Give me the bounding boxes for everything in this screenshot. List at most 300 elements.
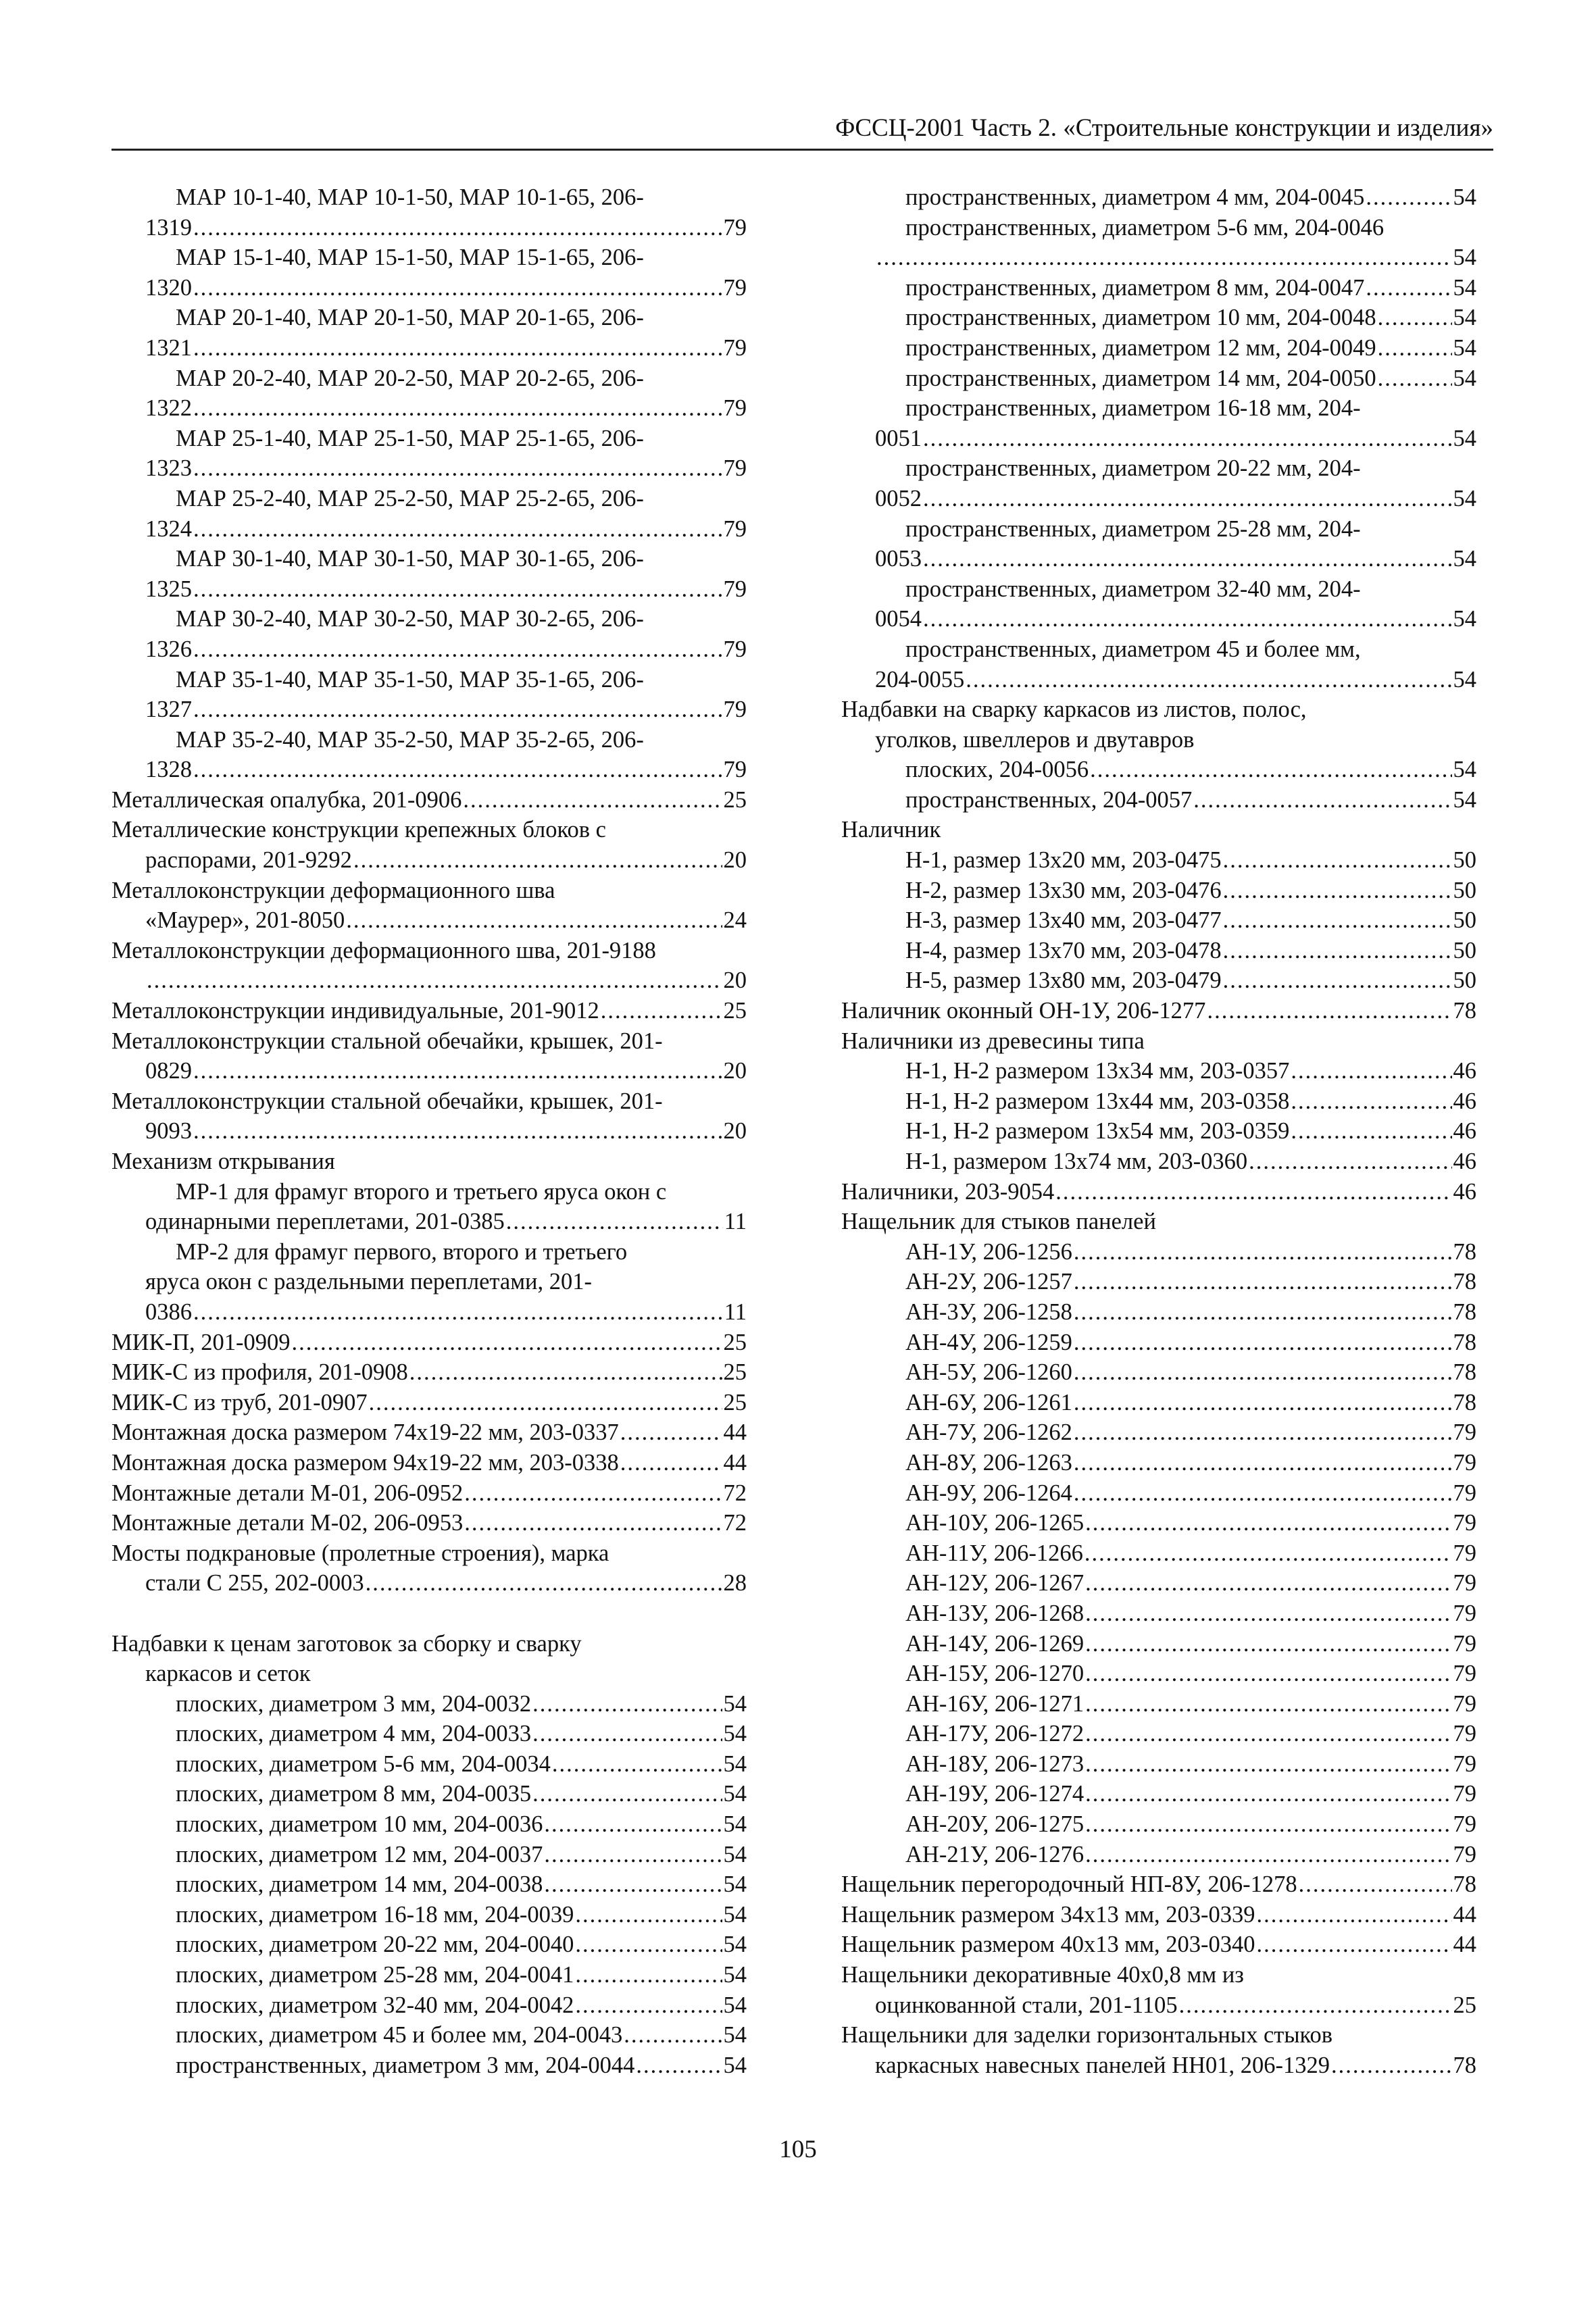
index-entry-continuation <box>145 1659 747 1689</box>
dot-leader <box>193 1297 723 1328</box>
index-page-ref: 79 <box>723 636 747 662</box>
dot-leader <box>1331 2051 1451 2081</box>
dot-leader <box>624 2020 722 2051</box>
index-entry-text: Металлоконструкции деформационного шва, 201-9188 <box>111 937 656 963</box>
index-entry <box>905 634 1476 665</box>
dot-leader <box>966 665 1451 695</box>
index-entry-text: 0829 <box>145 1058 192 1084</box>
dot-leader <box>1085 1749 1451 1780</box>
index-page-ref: 54 <box>723 1992 747 2018</box>
dot-leader <box>1223 845 1452 876</box>
index-entry-text: Нащельник для стыков панелей <box>841 1209 1156 1235</box>
index-entry-text: плоских, диаметром 5-6 мм, 204-0034 <box>176 1751 551 1777</box>
index-entry <box>841 1177 1476 1207</box>
index-entry-text: 1326 <box>145 636 192 662</box>
index-entry <box>905 1719 1476 1749</box>
index-entry-text: пространственных, диаметром 10 мм, 204-0048 <box>905 305 1376 331</box>
index-entry-continuation <box>875 2051 1476 2081</box>
index-entry-text: Нащельники декоративные 40x0,8 мм из <box>841 1962 1244 1988</box>
index-page-ref: 79 <box>1453 1540 1476 1566</box>
index-entry <box>841 2020 1476 2051</box>
index-page-ref: 54 <box>1453 184 1476 210</box>
dot-leader <box>1193 785 1451 815</box>
index-page-ref: 79 <box>1453 1690 1476 1717</box>
index-page-ref: 25 <box>723 998 747 1024</box>
index-entry <box>111 1538 747 1569</box>
dot-leader <box>923 484 1452 514</box>
dot-leader <box>1085 1809 1451 1840</box>
dot-leader <box>1249 1147 1451 1177</box>
dot-leader <box>463 785 722 815</box>
index-entry <box>111 1629 747 1659</box>
index-entry <box>905 363 1476 394</box>
index-entry-text: пространственных, диаметром 4 мм, 204-0045 <box>905 184 1365 210</box>
dot-leader <box>292 1328 722 1358</box>
index-entry-text: пространственных, диаметром 3 мм, 204-0044 <box>176 2052 635 2078</box>
index-page-ref: 78 <box>1453 1299 1476 1325</box>
index-entry <box>111 815 747 845</box>
index-entry <box>111 785 747 815</box>
index-entry <box>176 1990 747 2021</box>
dot-leader <box>1085 1840 1451 1870</box>
dot-leader <box>193 213 722 243</box>
index-page-ref: 44 <box>723 1449 747 1476</box>
index-entry-text: 1323 <box>145 455 192 482</box>
index-entry <box>111 1086 747 1117</box>
index-entry-text: пространственных, диаметром 32-40 мм, 204- <box>905 576 1361 602</box>
index-entry <box>841 1930 1476 1960</box>
index-entry-text: плоских, диаметром 12 мм, 204-0037 <box>176 1841 543 1867</box>
index-page-ref: 54 <box>1453 245 1476 271</box>
index-entry-continuation <box>145 574 747 605</box>
index-page-ref: 79 <box>1453 1661 1476 1687</box>
index-entry <box>111 1417 747 1448</box>
index-entry-text: Н-3, размер 13x40 мм, 203-0477 <box>905 907 1222 934</box>
index-entry-text: Нащельник размером 34x13 мм, 203-0339 <box>841 1901 1255 1928</box>
dot-leader <box>1074 1267 1452 1297</box>
index-entry-text: Нащельник размером 40x13 мм, 203-0340 <box>841 1932 1255 1958</box>
index-entry-continuation <box>875 1990 1476 2021</box>
index-entry-text: плоских, диаметром 16-18 мм, 204-0039 <box>176 1901 574 1928</box>
index-page-ref: 78 <box>1453 1871 1476 1898</box>
index-entry <box>905 213 1476 243</box>
index-entry <box>905 1056 1476 1086</box>
index-entry <box>905 514 1476 545</box>
index-entry <box>176 1689 747 1719</box>
index-entry <box>176 424 747 454</box>
index-entry-text: плоских, диаметром 14 мм, 204-0038 <box>176 1871 543 1898</box>
dot-leader <box>532 1689 722 1719</box>
index-entry-continuation <box>145 1297 747 1328</box>
index-entry <box>111 1448 747 1478</box>
index-entry-text: АН-6У, 206-1261 <box>905 1389 1072 1415</box>
index-entry-continuation <box>145 905 747 936</box>
index-page-ref: 79 <box>723 576 747 602</box>
index-entry <box>176 1960 747 1990</box>
index-entry-text: Наличники из древесины типа <box>841 1028 1145 1054</box>
index-entry-text: МАР 25-2-40, МАР 25-2-50, МАР 25-2-65, 206- <box>176 485 644 511</box>
index-entry-continuation <box>875 243 1476 273</box>
index-entry-text: Н-1, размером 13x74 мм, 203-0360 <box>905 1149 1248 1174</box>
index-entry-text: 9093 <box>145 1118 192 1145</box>
index-entry <box>111 876 747 906</box>
index-page-ref: 54 <box>723 1781 747 1807</box>
index-entry <box>905 845 1476 876</box>
index-entry-text: АН-7У, 206-1262 <box>905 1419 1072 1446</box>
index-entry-text: Монтажная доска размером 94x19-22 мм, 203-0338 <box>111 1449 619 1476</box>
index-entry-continuation <box>145 1056 747 1086</box>
index-page-ref: 54 <box>1453 606 1476 632</box>
index-entry <box>905 936 1476 966</box>
index-entry-text: яруса окон с раздельными переплетами, 201- <box>145 1269 592 1295</box>
index-entry <box>905 393 1476 424</box>
index-entry-text: Металлоконструкции индивидуальные, 201-9012 <box>111 998 599 1024</box>
index-entry <box>841 996 1476 1026</box>
dot-leader <box>544 1840 722 1870</box>
index-entry <box>905 1147 1476 1177</box>
index-entry <box>176 1930 747 1960</box>
index-entry-text: Нащельник перегородочный НП-8У, 206-1278 <box>841 1871 1297 1898</box>
index-page-ref: 50 <box>1453 967 1476 994</box>
index-entry-continuation <box>145 755 747 785</box>
index-page-ref: 50 <box>1453 907 1476 934</box>
dot-leader <box>1378 363 1452 394</box>
index-entry-text: пространственных, диаметром 8 мм, 204-0047 <box>905 274 1365 301</box>
index-entry-text: пространственных, диаметром 14 мм, 204-0050 <box>905 365 1376 391</box>
index-entry-text: плоских, диаметром 20-22 мм, 204-0040 <box>176 1932 574 1958</box>
index-page-ref: 78 <box>1453 2052 1476 2078</box>
index-entry-text: уголков, швеллеров и двутавров <box>875 726 1195 753</box>
index-entry-text: МИК-С из профиля, 201-0908 <box>111 1359 408 1386</box>
index-page-ref: 79 <box>723 757 747 783</box>
dot-leader <box>1179 1990 1452 2021</box>
index-page-ref: 54 <box>1453 546 1476 572</box>
index-entry <box>905 333 1476 363</box>
index-entry-text: Н-1, Н-2 размером 13x54 мм, 203-0359 <box>905 1118 1290 1145</box>
dot-leader <box>1074 1448 1452 1478</box>
dot-leader <box>1074 1297 1452 1328</box>
dot-leader <box>1055 1177 1451 1207</box>
index-entry <box>905 1508 1476 1538</box>
index-entry-text: Н-4, размер 13x70 мм, 203-0478 <box>905 937 1222 963</box>
index-entry <box>176 1749 747 1780</box>
index-page-ref: 54 <box>1453 334 1476 361</box>
index-entry-continuation <box>145 965 747 996</box>
index-entry-text: АН-5У, 206-1260 <box>905 1359 1072 1386</box>
index-page-ref: 79 <box>1453 1751 1476 1777</box>
index-entry <box>905 1779 1476 1809</box>
index-page-ref: 11 <box>724 1299 747 1325</box>
index-entry <box>111 1026 747 1057</box>
index-entry <box>905 1417 1476 1448</box>
index-entry-text: АН-1У, 206-1256 <box>905 1238 1072 1265</box>
dot-leader <box>1366 182 1451 213</box>
index-entry-text: Нащельники для заделки горизонтальных стыков <box>841 2022 1333 2048</box>
index-entry-text: АН-2У, 206-1257 <box>905 1269 1072 1295</box>
dot-leader <box>464 1508 722 1538</box>
dot-leader <box>620 1448 722 1478</box>
index-entry-text: 0052 <box>875 485 922 511</box>
dot-leader <box>1085 1659 1451 1689</box>
index-page-ref: 79 <box>723 274 747 301</box>
index-page-ref: 78 <box>1453 1238 1476 1265</box>
index-entry-text: Металлоконструкции стальной обечайки, крышек, 201- <box>111 1088 663 1114</box>
index-entry <box>841 1026 1476 1057</box>
index-entry <box>905 1809 1476 1840</box>
index-page-ref: 25 <box>723 1329 747 1355</box>
index-entry <box>176 2020 747 2051</box>
dot-leader <box>193 333 722 363</box>
dot-leader <box>1378 333 1452 363</box>
index-entry-text: Монтажные детали М-02, 206-0953 <box>111 1510 464 1536</box>
index-entry <box>905 1840 1476 1870</box>
index-page-ref: 46 <box>1453 1178 1476 1205</box>
index-entry-continuation <box>145 393 747 424</box>
index-entry <box>176 1809 747 1840</box>
index-page-ref: 54 <box>723 1932 747 1958</box>
index-entry <box>176 1779 747 1809</box>
index-page-ref: 54 <box>723 1690 747 1717</box>
index-entry <box>841 1207 1476 1237</box>
dot-leader <box>876 243 1452 273</box>
index-entry <box>905 1328 1476 1358</box>
index-entry-text: 1327 <box>145 697 192 723</box>
index-entry <box>111 1357 747 1388</box>
index-entry-text: пространственных, диаметром 20-22 мм, 204- <box>905 455 1361 482</box>
index-page-ref: 25 <box>723 1389 747 1415</box>
index-entry-text: МАР 20-1-40, МАР 20-1-50, МАР 20-1-65, 206- <box>176 305 644 331</box>
index-entry-text: Н-1, размер 13x20 мм, 203-0475 <box>905 847 1222 874</box>
index-page-ref: 54 <box>1453 365 1476 391</box>
dot-leader <box>1223 965 1452 996</box>
index-entry <box>905 273 1476 303</box>
index-entry-text: АН-20У, 206-1275 <box>905 1811 1084 1838</box>
index-entry <box>905 1689 1476 1719</box>
index-entry-text: Н-1, Н-2 размером 13x44 мм, 203-0358 <box>905 1088 1290 1114</box>
index-entry <box>905 1659 1476 1689</box>
index-page-ref: 50 <box>1453 847 1476 874</box>
index-entry-text: МАР 15-1-40, МАР 15-1-50, МАР 15-1-65, 206- <box>176 245 644 271</box>
index-entry <box>111 1328 747 1358</box>
index-entry <box>111 936 747 966</box>
dot-leader <box>575 1960 722 1990</box>
dot-leader <box>1084 1538 1452 1569</box>
dot-leader <box>1207 996 1451 1026</box>
index-page-ref: 79 <box>723 697 747 723</box>
index-entry <box>905 1388 1476 1418</box>
index-entry-text: 0386 <box>145 1299 192 1325</box>
dot-leader <box>366 1568 722 1599</box>
index-entry-text: плоских, диаметром 4 мм, 204-0033 <box>176 1721 532 1747</box>
dot-leader <box>193 393 722 424</box>
index-entry <box>841 1960 1476 1990</box>
index-entry-continuation <box>145 514 747 545</box>
index-entry-text: пространственных, диаметром 25-28 мм, 204- <box>905 515 1361 542</box>
index-page-ref: 20 <box>723 847 747 874</box>
index-entry-text: пространственных, диаметром 45 и более мм, <box>905 636 1361 662</box>
dot-leader <box>193 574 722 605</box>
dot-leader <box>1366 273 1451 303</box>
index-entry <box>176 2051 747 2081</box>
index-entry-text: Н-5, размер 13x80 мм, 203-0479 <box>905 967 1222 994</box>
dot-leader <box>1074 1388 1452 1418</box>
index-entry <box>905 182 1476 213</box>
dot-leader <box>532 1719 722 1749</box>
index-page-ref: 79 <box>1453 1419 1476 1446</box>
dot-leader <box>544 1869 722 1900</box>
index-entry-continuation <box>145 1568 747 1599</box>
index-entry <box>905 905 1476 936</box>
index-entry-continuation <box>145 333 747 363</box>
index-entry-text: АН-4У, 206-1259 <box>905 1329 1072 1355</box>
index-page-ref: 79 <box>723 515 747 542</box>
index-entry-text: 1325 <box>145 576 192 602</box>
dot-leader <box>193 695 722 725</box>
index-entry-text: Металлоконструкции стальной обечайки, крышек, 201- <box>111 1028 663 1054</box>
index-entry <box>176 1237 747 1267</box>
index-page-ref: 46 <box>1453 1088 1476 1114</box>
index-entry <box>111 1478 747 1509</box>
index-entry-text: АН-18У, 206-1273 <box>905 1751 1084 1777</box>
index-page-ref: 20 <box>723 1058 747 1084</box>
dot-leader <box>636 2051 722 2081</box>
index-entry-text: плоских, диаметром 3 мм, 204-0032 <box>176 1690 532 1717</box>
index-entry <box>176 665 747 695</box>
index-page-ref: 46 <box>1453 1118 1476 1145</box>
index-entry-text: МАР 10-1-40, МАР 10-1-50, МАР 10-1-65, 206- <box>176 184 644 210</box>
index-entry-continuation <box>145 453 747 484</box>
index-entry <box>111 996 747 1026</box>
dot-leader <box>193 634 722 665</box>
dot-leader <box>544 1809 722 1840</box>
index-gap <box>111 1599 747 1629</box>
index-entry <box>841 815 1476 845</box>
index-entry-continuation <box>875 604 1476 634</box>
index-page-ref: 24 <box>723 907 747 934</box>
index-entry-text: 0051 <box>875 425 922 451</box>
dot-leader <box>1085 1629 1451 1659</box>
index-entry-text: «Маурер», 201-8050 <box>145 907 345 934</box>
index-entry <box>905 1267 1476 1297</box>
index-page-ref: 54 <box>1453 757 1476 783</box>
index-entry <box>111 1388 747 1418</box>
dot-leader <box>193 1056 722 1086</box>
dot-leader <box>193 273 722 303</box>
index-entry-text: Надбавки на сварку каркасов из листов, полос, <box>841 697 1307 723</box>
index-entry-continuation <box>145 695 747 725</box>
index-entry <box>905 1237 1476 1267</box>
index-page-ref: 54 <box>1453 786 1476 813</box>
index-entry <box>111 1147 747 1177</box>
index-page-ref: 50 <box>1453 877 1476 903</box>
dot-leader <box>552 1749 722 1780</box>
index-page-ref: 78 <box>1453 1359 1476 1386</box>
index-entry-text: плоских, 204-0056 <box>905 757 1089 783</box>
index-entry <box>176 182 747 213</box>
index-entry-text: 204-0055 <box>875 666 965 693</box>
index-entry-text: Наличник <box>841 817 941 843</box>
index-page-ref: 78 <box>1453 1329 1476 1355</box>
dot-leader <box>1291 1056 1451 1086</box>
index-page-ref: 79 <box>1453 1721 1476 1747</box>
index-entry-text: Монтажная доска размером 74x19-22 мм, 203-0337 <box>111 1419 619 1446</box>
dot-leader <box>575 1930 722 1960</box>
dot-leader <box>1085 1508 1451 1538</box>
index-entry <box>905 965 1476 996</box>
header-rule <box>111 149 1493 151</box>
index-entry <box>905 1297 1476 1328</box>
index-page-ref: 79 <box>1453 1781 1476 1807</box>
index-entry-text: распорами, 201-9292 <box>145 847 352 874</box>
index-entry-text: плоских, диаметром 32-40 мм, 204-0042 <box>176 1992 574 2018</box>
index-entry-text: МР-1 для фрамуг второго и третьего яруса окон с <box>176 1178 667 1205</box>
dot-leader <box>193 755 722 785</box>
index-entry-text: пространственных, диаметром 16-18 мм, 204- <box>905 395 1361 422</box>
index-entry-text: пространственных, диаметром 12 мм, 204-0049 <box>905 334 1376 361</box>
index-page-ref: 54 <box>723 1871 747 1898</box>
index-page-ref: 78 <box>1453 998 1476 1024</box>
index-entry <box>905 1448 1476 1478</box>
dot-leader <box>1378 303 1452 333</box>
index-page-ref: 54 <box>723 1721 747 1747</box>
index-page-ref: 79 <box>1453 1570 1476 1596</box>
dot-leader <box>923 424 1452 454</box>
page-header: ФССЦ-2001 Часть 2. «Строительные конструкции и изделия» <box>835 114 1493 142</box>
index-entry-text: Н-1, Н-2 размером 13x34 мм, 203-0357 <box>905 1058 1290 1084</box>
dot-leader <box>532 1779 722 1809</box>
index-page-ref: 54 <box>723 2022 747 2048</box>
index-page-ref: 79 <box>1453 1630 1476 1657</box>
index-entry <box>905 876 1476 906</box>
index-entry-continuation <box>875 725 1476 755</box>
index-entry-text: Металлическая опалубка, 201-0906 <box>111 786 462 813</box>
index-entry <box>905 453 1476 484</box>
index-entry-text: Надбавки к ценам заготовок за сборку и сварку <box>111 1630 582 1657</box>
index-entry-text: Механизм открывания <box>111 1149 335 1174</box>
dot-leader <box>1085 1779 1451 1809</box>
dot-leader <box>1257 1930 1452 1960</box>
index-entry-text: АН-12У, 206-1267 <box>905 1570 1084 1596</box>
dot-leader <box>1085 1568 1451 1599</box>
index-entry <box>905 785 1476 815</box>
index-entry-continuation <box>145 1207 747 1237</box>
index-page-ref: 54 <box>723 1841 747 1867</box>
index-page-ref: 44 <box>1453 1901 1476 1928</box>
index-page-ref: 79 <box>723 214 747 241</box>
dot-leader <box>353 845 722 876</box>
index-page-ref: 79 <box>1453 1449 1476 1476</box>
dot-leader <box>1257 1900 1452 1930</box>
index-entry-text: АН-10У, 206-1265 <box>905 1510 1084 1536</box>
index-entry-text: 1324 <box>145 515 192 542</box>
index-entry-continuation <box>145 845 747 876</box>
index-entry-text: 1320 <box>145 274 192 301</box>
index-entry-text: оцинкованной стали, 201-1105 <box>875 1992 1178 2018</box>
index-entry-text: Наличники, 203-9054 <box>841 1178 1055 1205</box>
index-entry <box>905 1629 1476 1659</box>
index-entry-text: 1328 <box>145 757 192 783</box>
index-page-ref: 54 <box>1453 666 1476 693</box>
index-page-ref: 54 <box>723 1751 747 1777</box>
index-entry-text: 0053 <box>875 546 922 572</box>
dot-leader <box>193 514 722 545</box>
index-entry-text: пространственных, 204-0057 <box>905 786 1193 813</box>
index-page-ref: 79 <box>1453 1480 1476 1506</box>
index-entry-text: плоских, диаметром 45 и более мм, 204-0043 <box>176 2022 623 2048</box>
index-entry-text: плоских, диаметром 8 мм, 204-0035 <box>176 1781 532 1807</box>
index-entry-text: 1321 <box>145 334 192 361</box>
index-entry-text: МАР 25-1-40, МАР 25-1-50, МАР 25-1-65, 206- <box>176 425 644 451</box>
